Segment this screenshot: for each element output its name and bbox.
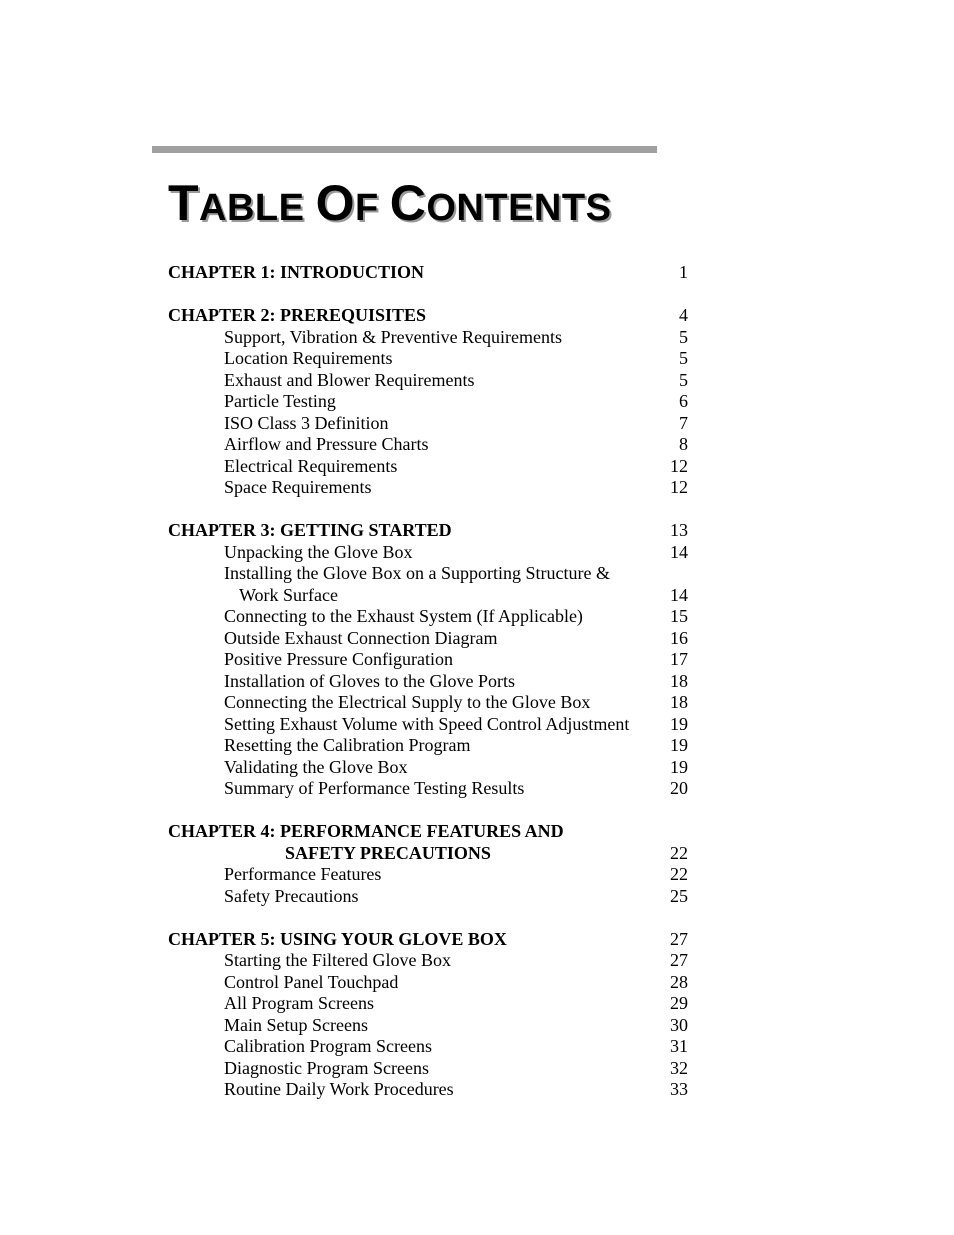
toc-section-entry-label: Resetting the Calibration Program [224, 735, 471, 755]
toc-chapter-entry-cont[interactable] [168, 843, 698, 865]
toc-section-entry-label: Particle Testing [224, 391, 336, 411]
toc-section-entry-label: Unpacking the Glove Box [224, 541, 413, 562]
toc-section-entry[interactable] [168, 864, 698, 886]
toc-section-entry[interactable] [168, 1058, 698, 1080]
toc-section-entry-label: Airflow and Pressure Charts [224, 434, 429, 454]
toc-section-entry[interactable] [168, 542, 698, 564]
toc-chapter-entry-cont-page-number: 22 [670, 842, 688, 863]
toc-section-entry[interactable] [168, 671, 698, 693]
toc-section-entry-page-number: 15 [670, 606, 688, 626]
toc-section-entry-label: Validating the Glove Box [224, 756, 408, 777]
toc-chapter-entry-page-number: 13 [670, 520, 688, 540]
table-of-contents [168, 262, 698, 1101]
toc-section-entry-page-number: 18 [670, 670, 688, 691]
toc-section-entry-cont-label: Work Surface [239, 584, 339, 605]
toc-section-entry-label: All Program Screens [224, 993, 374, 1013]
toc-section-entry[interactable] [168, 606, 698, 628]
toc-section-entry-label: Calibration Program Screens [224, 1036, 432, 1056]
toc-section-entry-page-number: 33 [670, 1079, 688, 1099]
toc-section-entry-label: Routine Daily Work Procedures [224, 1079, 454, 1099]
toc-section-entry-page-number: 28 [670, 971, 688, 992]
toc-chapter-entry[interactable] [168, 305, 698, 327]
toc-section-entry-page-number: 18 [670, 692, 688, 712]
toc-section-entry-page-number: 19 [670, 713, 688, 734]
toc-section-entry-label: ISO Class 3 Definition [224, 412, 389, 433]
toc-section-entry[interactable] [168, 628, 698, 650]
toc-section-entry-cont-page-number: 14 [670, 584, 688, 605]
toc-section-entry-page-number: 5 [679, 348, 688, 368]
toc-section-entry[interactable] [168, 370, 698, 392]
toc-section-entry[interactable] [168, 692, 698, 714]
toc-section-entry[interactable] [168, 757, 698, 779]
toc-section-entry-label: Space Requirements [224, 477, 372, 497]
toc-section-entry[interactable] [168, 972, 698, 994]
toc-section-entry-page-number: 25 [670, 885, 688, 906]
toc-chapter-entry-label: CHAPTER 5: USING YOUR GLOVE BOX [168, 928, 507, 949]
toc-section-entry-label: Electrical Requirements [224, 455, 398, 476]
toc-section-entry-page-number: 7 [679, 412, 688, 433]
chapter-spacer [168, 284, 698, 306]
toc-section-entry-page-number: 31 [670, 1036, 688, 1056]
toc-section-entry-label: Positive Pressure Configuration [224, 649, 453, 669]
toc-section-entry-page-number: 12 [670, 455, 688, 476]
toc-section-entry[interactable] [168, 348, 698, 370]
toc-section-entry[interactable] [168, 327, 698, 349]
toc-section-entry-label: Support, Vibration & Preventive Requirements [224, 326, 563, 347]
chapter-spacer [168, 800, 698, 822]
toc-section-entry-page-number: 19 [670, 756, 688, 777]
toc-section-entry[interactable] [168, 477, 698, 499]
toc-section-entry-label: Safety Precautions [224, 885, 359, 906]
toc-section-entry[interactable] [168, 778, 698, 800]
toc-section-entry[interactable] [168, 886, 698, 908]
toc-section-entry-label: Setting Exhaust Volume with Speed Control Adjustment [224, 713, 630, 734]
toc-chapter-entry[interactable] [168, 821, 698, 843]
toc-section-entry[interactable] [168, 1036, 698, 1058]
toc-section-entry-page-number: 20 [670, 778, 688, 798]
toc-section-entry[interactable] [168, 950, 698, 972]
toc-section-entry-page-number: 29 [670, 993, 688, 1013]
toc-section-entry-page-number: 19 [670, 735, 688, 755]
toc-section-entry-label: Connecting to the Exhaust System (If Applicable) [224, 606, 583, 626]
toc-section-entry[interactable] [168, 735, 698, 757]
header-rule [152, 146, 657, 153]
toc-chapter-entry-label: CHAPTER 3: GETTING STARTED [168, 520, 452, 540]
toc-chapter-entry-cont-label: SAFETY PRECAUTIONS [285, 842, 491, 863]
toc-section-entry-page-number: 17 [670, 649, 688, 669]
toc-section-entry-page-number: 8 [679, 434, 688, 454]
toc-chapter-entry-label: CHAPTER 1: INTRODUCTION [168, 262, 425, 282]
toc-section-entry[interactable] [168, 1079, 698, 1101]
toc-chapter-entry-label: CHAPTER 2: PREREQUISITES [168, 305, 427, 325]
toc-section-entry-page-number: 30 [670, 1014, 688, 1035]
toc-section-entry[interactable] [168, 563, 698, 585]
toc-chapter-entry[interactable] [168, 520, 698, 542]
toc-section-entry[interactable] [168, 649, 698, 671]
toc-section-entry-label: Location Requirements [224, 348, 393, 368]
toc-section-entry[interactable] [168, 413, 698, 435]
toc-section-entry-label: Performance Features [224, 864, 382, 884]
toc-section-entry[interactable] [168, 456, 698, 478]
toc-chapter-entry[interactable] [168, 262, 698, 284]
toc-section-entry-label: Summary of Performance Testing Results [224, 778, 525, 798]
toc-section-entry-label: Control Panel Touchpad [224, 971, 399, 992]
toc-section-entry-page-number: 5 [679, 326, 688, 347]
toc-section-entry-label: Installing the Glove Box on a Supporting Structure & [224, 563, 610, 583]
toc-section-entry-cont[interactable] [168, 585, 698, 607]
toc-section-entry[interactable] [168, 993, 698, 1015]
toc-section-entry[interactable] [168, 434, 698, 456]
toc-section-entry-page-number: 12 [670, 477, 688, 497]
toc-section-entry-page-number: 32 [670, 1057, 688, 1078]
toc-section-entry[interactable] [168, 391, 698, 413]
toc-section-entry-page-number: 14 [670, 541, 688, 562]
toc-section-entry[interactable] [168, 714, 698, 736]
toc-section-entry-label: Installation of Gloves to the Glove Ports [224, 670, 515, 691]
toc-section-entry-page-number: 16 [670, 627, 688, 648]
toc-section-entry-label: Starting the Filtered Glove Box [224, 950, 451, 970]
toc-section-entry[interactable] [168, 1015, 698, 1037]
toc-section-entry-label: Exhaust and Blower Requirements [224, 369, 475, 390]
page-title: TABLE OF CONTENTS [168, 175, 612, 231]
chapter-spacer [168, 499, 698, 521]
toc-section-entry-label: Connecting the Electrical Supply to the Glove Box [224, 692, 591, 712]
toc-section-entry-page-number: 22 [670, 864, 688, 884]
toc-section-entry-label: Outside Exhaust Connection Diagram [224, 627, 498, 648]
toc-section-entry-label: Main Setup Screens [224, 1014, 368, 1035]
toc-section-entry-page-number: 6 [679, 391, 688, 411]
toc-chapter-entry-page-number: 4 [679, 305, 688, 325]
toc-section-entry-label: Diagnostic Program Screens [224, 1057, 429, 1078]
toc-chapter-entry-page-number: 1 [679, 262, 688, 282]
toc-chapter-entry[interactable] [168, 929, 698, 951]
toc-section-entry-page-number: 5 [679, 369, 688, 390]
chapter-spacer [168, 907, 698, 929]
toc-chapter-entry-label: CHAPTER 4: PERFORMANCE FEATURES AND [168, 821, 564, 841]
toc-section-entry-page-number: 27 [670, 950, 688, 970]
toc-chapter-entry-page-number: 27 [670, 928, 688, 949]
